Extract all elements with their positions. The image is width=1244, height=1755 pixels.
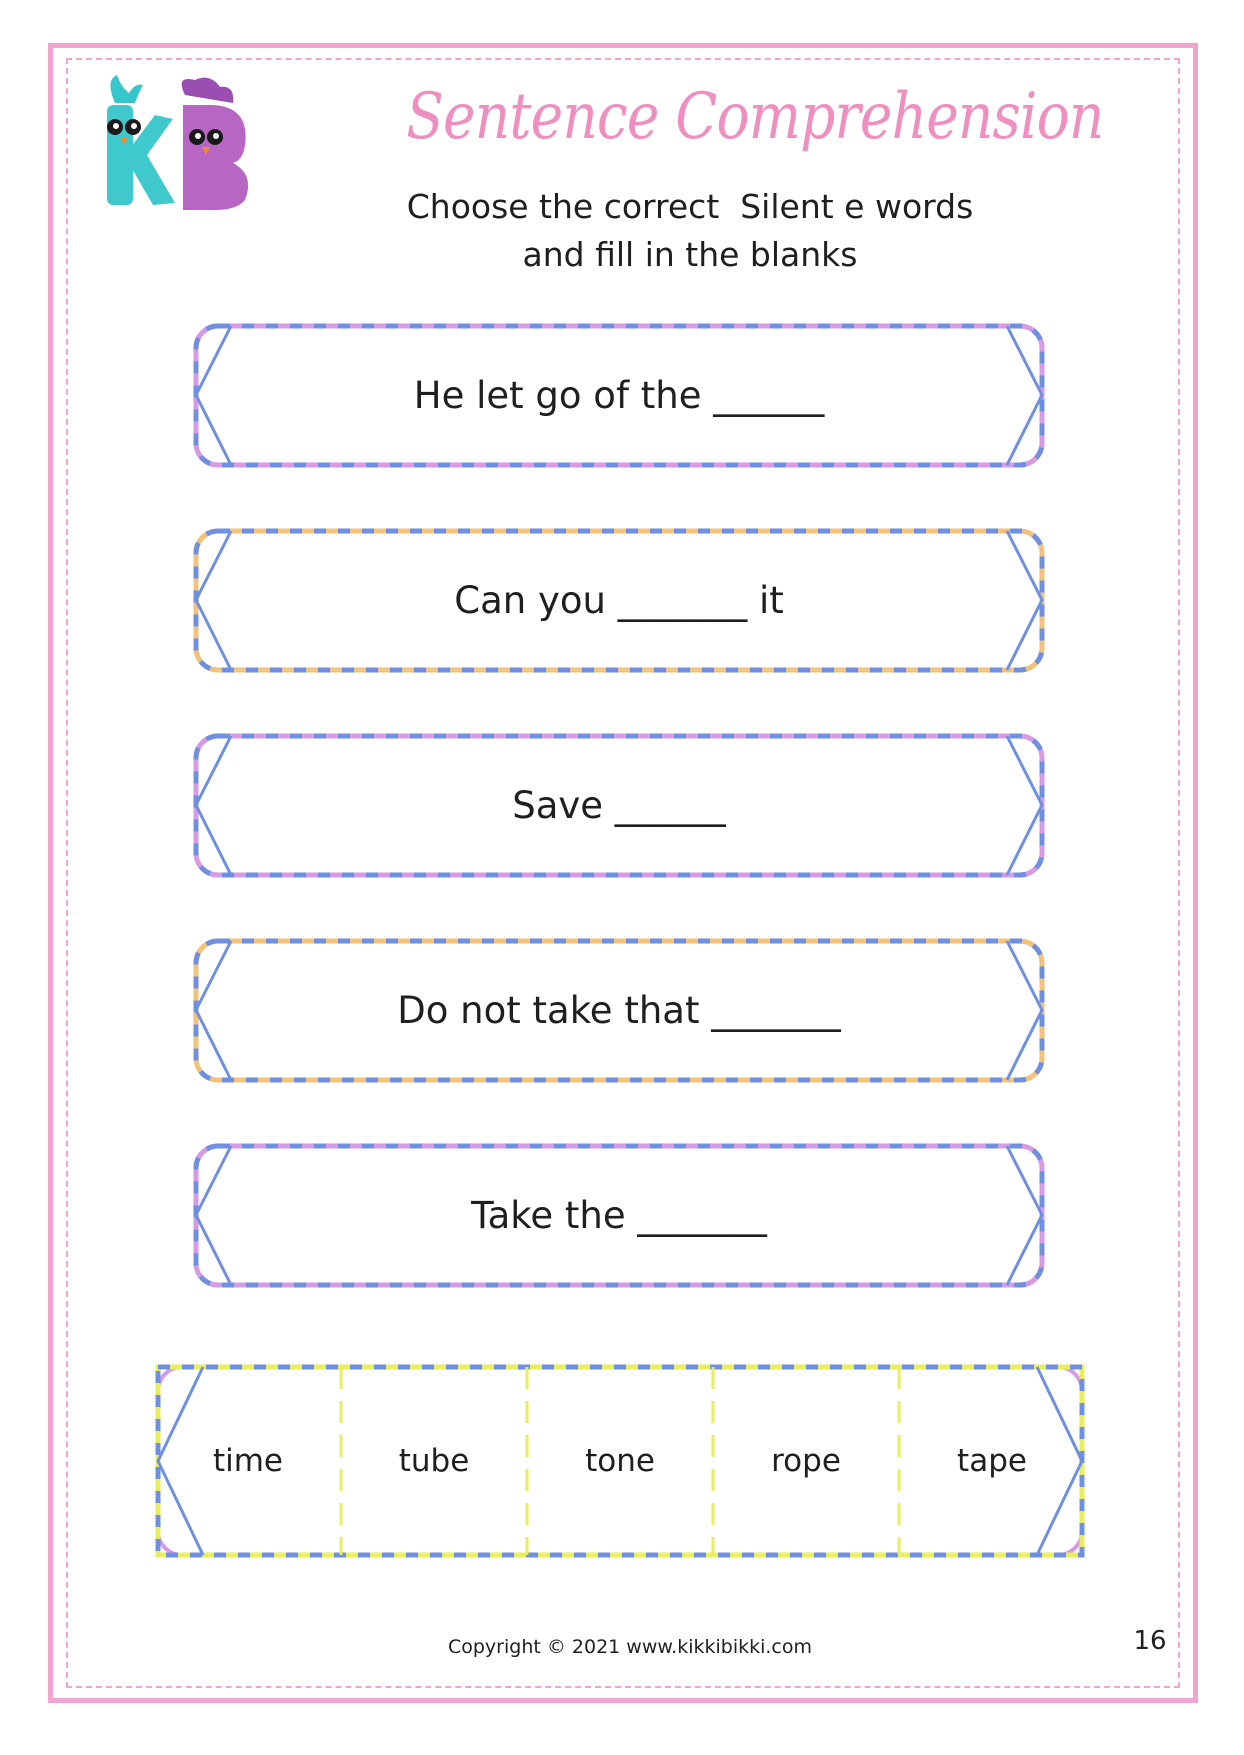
sentence-text-2: Can you _______ it xyxy=(454,579,784,622)
instruction-line-2: and fill in the blanks xyxy=(522,235,858,274)
page-title: Sentence Comprehension xyxy=(406,80,1104,154)
sentence-box-4 xyxy=(193,938,1045,1083)
word-option-tone: tone xyxy=(585,1443,655,1479)
sentence-box-1 xyxy=(193,323,1045,468)
sentence-text-1: He let go of the ______ xyxy=(413,374,825,417)
sentence-text-5: Take the _______ xyxy=(471,1194,767,1237)
word-option-time: time xyxy=(212,1443,284,1479)
word-bank xyxy=(155,1364,1085,1558)
instruction-line-1: Choose the correct Silent e words xyxy=(406,187,974,226)
sentence-text-3: Save ______ xyxy=(512,784,726,827)
sentence-box-2 xyxy=(193,528,1045,673)
word-option-tape: tape xyxy=(957,1443,1027,1479)
word-option-tube: tube xyxy=(398,1443,470,1479)
page-number: 16 xyxy=(1133,1626,1167,1656)
sentence-box-5 xyxy=(193,1143,1045,1288)
instructions xyxy=(360,183,1020,279)
sentence-box-3 xyxy=(193,733,1045,878)
word-option-rope: rope xyxy=(771,1443,841,1479)
kb-logo-icon xyxy=(85,75,250,215)
copyright-text: Copyright © 2021 www.kikkibikki.com xyxy=(447,1636,813,1658)
sentence-text-4: Do not take that _______ xyxy=(397,989,841,1032)
